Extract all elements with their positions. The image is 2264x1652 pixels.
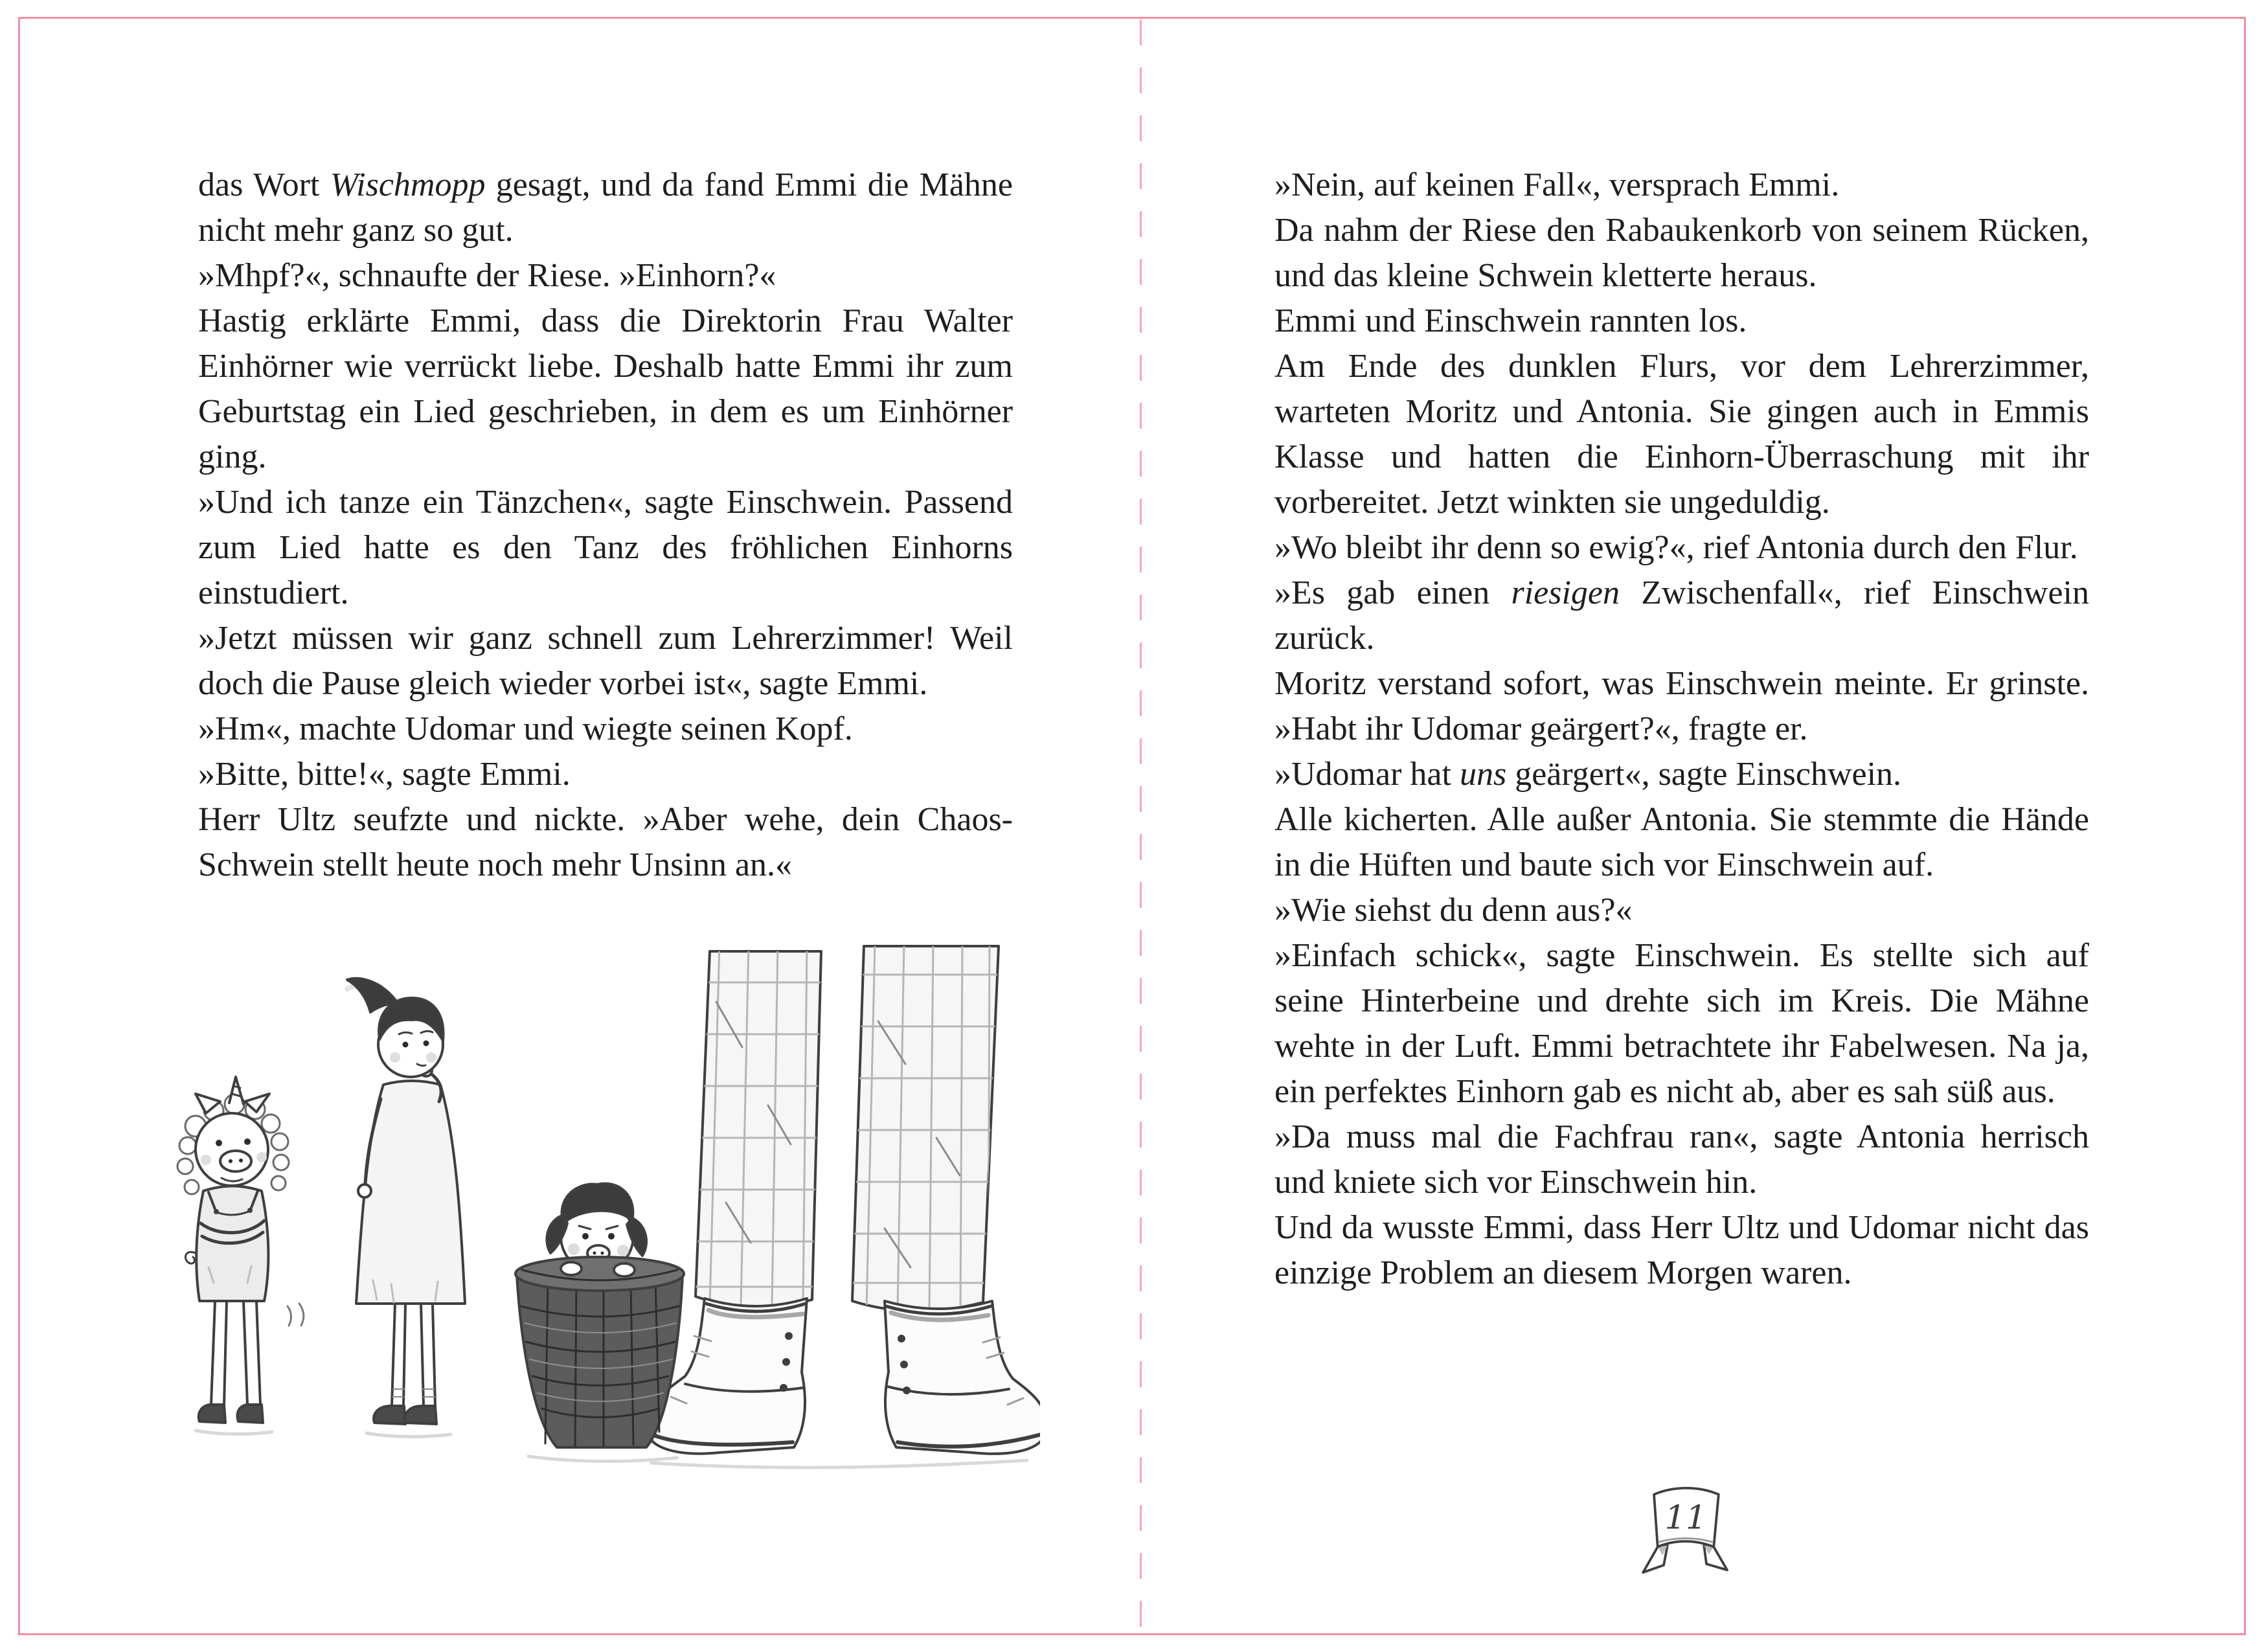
text-run: Moritz verstand sofort, was Einschwein meinte. Er grinste. »Habt ihr Udomar geärgert?«, fragte er.: [1274, 665, 2089, 747]
text-run: Am Ende des dunklen Flurs, vor dem Lehrerzimmer, warteten Moritz und Antonia. Sie gingen auch in Emmis Klasse und hatten die Einhorn-Überraschung mit ihr vorbereitet. Jetzt winkten sie ungeduldig.: [1274, 348, 2089, 521]
paragraph: [198, 752, 1013, 797]
text-run: »Es gab einen: [1274, 574, 1511, 611]
text-run: »Mhpf?«, schnaufte der Riese. »Einhorn?«: [198, 257, 776, 294]
right-page: [1142, 19, 2244, 1633]
text-run: »Bitte, bitte!«, sagte Emmi.: [198, 756, 571, 793]
paragraph: [1274, 1115, 2089, 1205]
paragraph: [1274, 344, 2089, 525]
left-page-text: [198, 163, 1013, 888]
text-run: »Nein, auf keinen Fall«, versprach Emmi.: [1274, 166, 1840, 203]
paragraph: [1274, 933, 2089, 1115]
italic-text-run: Wischmopp: [330, 166, 486, 203]
left-page: [20, 19, 1140, 1633]
italic-text-run: uns: [1459, 756, 1507, 793]
paragraph: [198, 299, 1013, 480]
paragraph: [1274, 525, 2089, 571]
paragraph: [1274, 661, 2089, 752]
text-run: gesagt, und da fand Emmi die Mähne nicht mehr ganz so gut.: [198, 166, 1013, 249]
text-run: »Und ich tanze ein Tänzchen«, sagte Einschwein. Passend zum Lied hatte es den Tanz des fröhlichen Einhorns einstudiert.: [198, 484, 1013, 611]
text-run: »Hm«, machte Udomar und wiegte seinen Kopf.: [198, 710, 853, 747]
text-run: Alle kicherten. Alle außer Antonia. Sie stemmte die Hände in die Hüften und baute sich vor Einschwein auf.: [1274, 801, 2089, 883]
paragraph: [1274, 208, 2089, 299]
giant-legs-with-boots: [646, 944, 1040, 1454]
text-run: Da nahm der Riese den Rabaukenkorb von seinem Rücken, und das kleine Schwein kletterte heraus.: [1274, 212, 2089, 294]
piglet-in-basket: [515, 1184, 684, 1447]
paragraph: [1274, 888, 2089, 933]
text-run: »Wo bleibt ihr denn so ewig?«, rief Antonia durch den Flur.: [1274, 529, 2078, 566]
paragraph: [198, 253, 1013, 299]
page-number-ribbon: [1631, 1481, 1741, 1588]
paragraph: [1274, 797, 2089, 888]
text-run: das Wort: [198, 166, 330, 203]
paragraph: [198, 480, 1013, 616]
page-number: 11: [1664, 1498, 1707, 1537]
ribbon-svg: [1631, 1481, 1741, 1585]
text-run: Hastig erklärte Emmi, dass die Direktorin Frau Walter Einhörner wie verrückt liebe. Deshalb hatte Emmi ihr zum Geburtstag ein Lied geschrieben, in dem es um Einhörner ging.: [198, 302, 1013, 475]
paragraph: [1274, 571, 2089, 661]
paragraph: [1274, 163, 2089, 208]
text-run: »Wie siehst du denn aus?«: [1274, 892, 1633, 929]
text-run: Zwischenfall«, rief Einschwein zurück.: [1274, 574, 2089, 657]
paragraph: [1274, 1205, 2089, 1296]
paragraph: [198, 707, 1013, 752]
text-run: geärgert«, sagte Einschwein.: [1506, 756, 1902, 793]
text-run: Emmi und Einschwein rannten los.: [1274, 302, 1747, 339]
einschwein-pig: [177, 1077, 304, 1423]
motion-marks: [288, 1304, 304, 1326]
paragraph: [198, 163, 1013, 253]
right-page-text: [1274, 163, 2089, 1296]
story-illustration: [133, 944, 1040, 1491]
italic-text-run: riesigen: [1511, 574, 1620, 611]
paragraph: [1274, 299, 2089, 344]
paragraph: [198, 797, 1013, 888]
text-run: »Jetzt müssen wir ganz schnell zum Lehrerzimmer! Weil doch die Pause gleich wieder vorbei ist«, sagte Emmi.: [198, 620, 1013, 702]
emmi-girl: [347, 979, 465, 1424]
illustration-svg: [133, 944, 1040, 1488]
text-run: Und da wusste Emmi, dass Herr Ultz und Udomar nicht das einzige Problem an diesem Morgen waren.: [1274, 1209, 2089, 1291]
paragraph: [1274, 752, 2089, 797]
text-run: »Udomar hat: [1274, 756, 1460, 793]
text-run: »Einfach schick«, sagte Einschwein. Es stellte sich auf seine Hinterbeine und drehte sich im Kreis. Die Mähne wehte in der Luft. Emmi betrachtete ihr Fabelwesen. Na ja, ein perfektes Einhorn gab es nicht ab, aber es sah süß aus.: [1274, 937, 2089, 1110]
paragraph: [198, 616, 1013, 707]
text-run: Herr Ultz seufzte und nickte. »Aber wehe, dein Chaos-Schwein stellt heute noch mehr Unsinn an.«: [198, 801, 1013, 883]
text-run: »Da muss mal die Fachfrau ran«, sagte Antonia herrisch und kniete sich vor Einschwein hin.: [1274, 1118, 2089, 1201]
